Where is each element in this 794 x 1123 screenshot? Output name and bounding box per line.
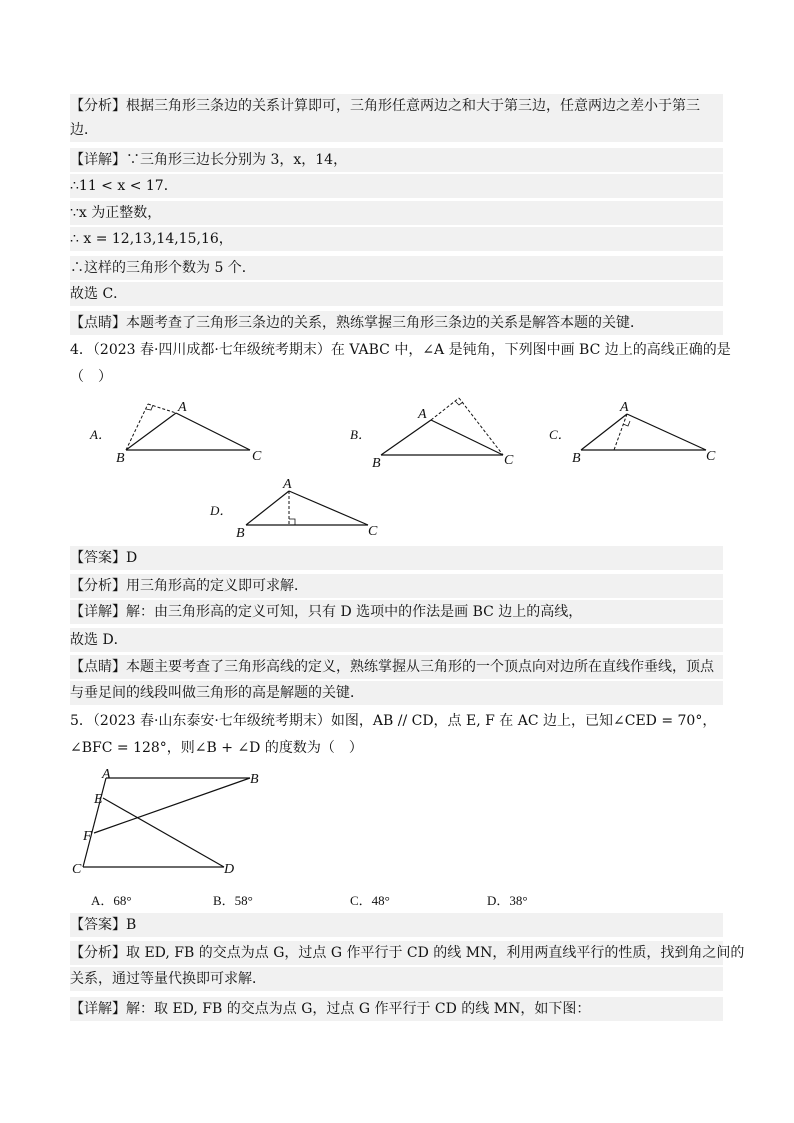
q4d-vertex-a: A — [283, 477, 292, 492]
q4-option-a-label: A． — [90, 427, 111, 442]
q5-label-c: C — [72, 862, 82, 877]
q5-stem-line1: 5．（2023 春·山东泰安·七年级统考期末）如图，AB // CD，点 E, F 在 AC 边上，已知∠CED = 70°， — [70, 713, 717, 729]
q4d-vertex-b: B — [236, 526, 245, 541]
q5-choice-d: D．38° — [487, 893, 528, 908]
q4c-vertex-c: C — [706, 449, 716, 464]
q4c-vertex-a: A — [620, 400, 629, 415]
q4b-vertex-c: C — [504, 453, 514, 468]
q3-comment: 【点睛】本题考查了三角形三条边的关系，熟练掌握三角形三条边的关系是解答本题的关键． — [70, 311, 723, 335]
q4-stem-line2: （ ） — [70, 369, 112, 385]
q4d-vertex-c: C — [368, 524, 378, 539]
q3-analysis-line1: 【分析】根据三角形三条边的关系计算即可，三角形任意两边之和大于第三边，任意两边之差小于第三 — [70, 94, 723, 118]
q4-answer: 【答案】D — [70, 546, 723, 570]
q4-comment-line2: 与垂足间的线段叫做三角形的高是解题的关键． — [70, 681, 723, 705]
q4a-vertex-a: A — [178, 400, 187, 415]
q5-detail: 【详解】解：取 ED, FB 的交点为点 G，过点 G 作平行于 CD 的线 MN，如下图： — [70, 997, 723, 1021]
q4b-vertex-b: B — [372, 456, 381, 471]
q5-analysis-line1: 【分析】取 ED, FB 的交点为点 G，过点 G 作平行于 CD 的线 MN，利用两直线平行的性质，找到角之间的 — [70, 941, 723, 965]
q5-choice-b: B．58° — [213, 893, 253, 908]
q5-label-e: E — [94, 792, 103, 807]
q4a-vertex-c: C — [252, 449, 262, 464]
q4-option-c-label: C． — [549, 427, 571, 442]
q4-choose: 故选 D． — [70, 628, 723, 652]
q3-detail-line5: ∴这样的三角形个数为 5 个． — [70, 256, 723, 280]
q5-answer: 【答案】B — [70, 913, 723, 937]
q3-analysis-line2: 边． — [70, 118, 723, 142]
q5-label-d: D — [224, 862, 235, 877]
q5-label-b: B — [250, 772, 259, 787]
q4-detail: 【详解】解：由三角形高的定义可知，只有 D 选项中的作法是画 BC 边上的高线， — [70, 600, 723, 624]
q5-stem-line2: ∠BFC = 128°，则∠B + ∠D 的度数为（ ） — [70, 740, 363, 756]
q5-label-a: A — [102, 767, 111, 782]
q3-detail-line3: ∵x 为正整数， — [70, 201, 723, 225]
q4-analysis: 【分析】用三角形高的定义即可求解． — [70, 574, 723, 598]
q4-comment-line1: 【点睛】本题主要考查了三角形高线的定义，熟练掌握从三角形的一个顶点向对边所在直线作垂线，顶点 — [70, 655, 723, 679]
q3-choose: 故选 C． — [70, 282, 723, 306]
q5-label-f: F — [83, 829, 92, 844]
q4b-vertex-a: A — [418, 407, 427, 422]
q4a-vertex-b: B — [116, 451, 125, 466]
q4c-vertex-b: B — [572, 451, 581, 466]
q5-choice-a: A．68° — [91, 893, 132, 908]
q5-choice-c: C．48° — [350, 893, 390, 908]
q3-detail-line2: ∴11 < x < 17． — [70, 174, 723, 198]
q4-stem-line1: 4．（2023 春·四川成都·七年级统考期末）在 VABC 中，∠A 是钝角，下列图中画 BC 边上的高线正确的是 — [70, 342, 731, 358]
q5-analysis-line2: 关系，通过等量代换即可求解． — [70, 967, 723, 991]
q4-option-d-label: D． — [210, 503, 233, 518]
q4-option-b-label: B． — [350, 427, 371, 442]
q3-detail-line4: ∴ x = 12,13,14,15,16， — [70, 227, 723, 251]
q3-detail-line1: 【详解】∵三角形三边长分别为 3，x，14， — [70, 148, 723, 172]
